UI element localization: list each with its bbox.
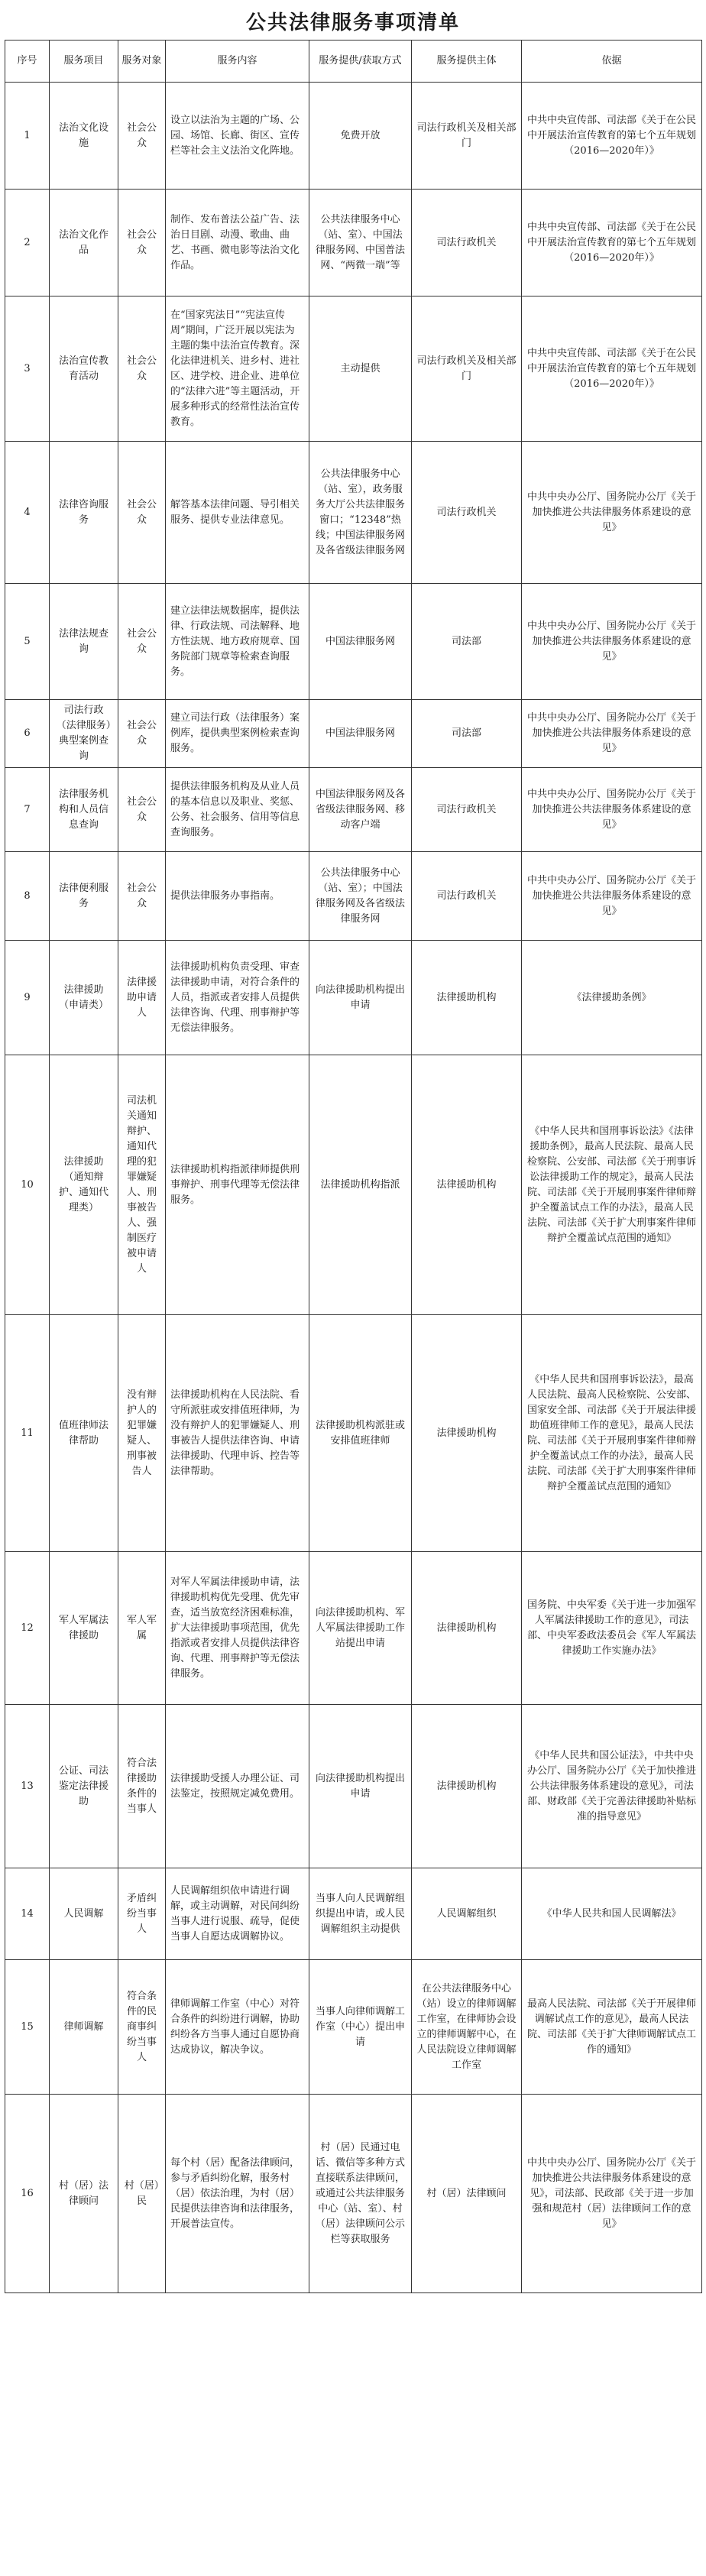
cell-item: 值班律师法律帮助 bbox=[50, 1315, 118, 1552]
table-row bbox=[5, 768, 702, 852]
cell-provider: 在公共法律服务中心（站）设立的律师调解工作室，在律师协会设立的律师调解中心，在人民法院设立律师调解工作室 bbox=[412, 1960, 522, 2095]
cell-content: 提供法律服务机构及从业人员的基本信息以及职业、奖惩、公务、社会服务、信用等信息查询服务。 bbox=[166, 768, 309, 852]
cell-target: 符合法律援助条件的当事人 bbox=[118, 1705, 166, 1868]
cell-provider: 司法行政机关及相关部门 bbox=[412, 83, 522, 190]
table-row bbox=[5, 941, 702, 1055]
cell-provider: 司法行政机关 bbox=[412, 442, 522, 584]
header-provider: 服务提供主体 bbox=[412, 41, 522, 83]
table-header-row bbox=[5, 41, 702, 83]
cell-method: 公共法律服务中心（站、室）、中国法律服务网、中国普法网、“两微一端”等 bbox=[309, 190, 412, 296]
table-row bbox=[5, 1868, 702, 1960]
cell-no: 2 bbox=[5, 190, 50, 296]
cell-basis: 《中华人民共和国人民调解法》 bbox=[522, 1868, 702, 1960]
cell-item: 律师调解 bbox=[50, 1960, 118, 2095]
cell-method: 主动提供 bbox=[309, 296, 412, 442]
cell-item: 法治宣传教育活动 bbox=[50, 296, 118, 442]
cell-basis: 国务院、中央军委《关于进一步加强军人军属法律援助工作的意见》，司法部、中央军委政法委员会《军人军属法律援助工作实施办法》 bbox=[522, 1552, 702, 1705]
cell-item: 司法行政（法律服务）典型案例查询 bbox=[50, 700, 118, 768]
cell-content: 对军人军属法律援助申请，法律援助机构优先受理、优先审查，适当放宽经济困难标准，扩大法律援助事项范围，优先指派或者安排人员提供法律咨询、代理、刑事辩护等无偿法律服务。 bbox=[166, 1552, 309, 1705]
cell-item: 法律便利服务 bbox=[50, 852, 118, 941]
cell-basis: 《法律援助条例》 bbox=[522, 941, 702, 1055]
cell-no: 5 bbox=[5, 584, 50, 700]
table-row bbox=[5, 190, 702, 296]
cell-item: 公证、司法鉴定法律援助 bbox=[50, 1705, 118, 1868]
cell-content: 法律援助机构负责受理、审查法律援助申请，对符合条件的人员，指派或者安排人员提供法律咨询、代理、刑事辩护等无偿法律服务。 bbox=[166, 941, 309, 1055]
cell-no: 10 bbox=[5, 1055, 50, 1315]
table-row bbox=[5, 1315, 702, 1552]
cell-content: 法律援助机构在人民法院、看守所派驻或安排值班律师，为没有辩护人的犯罪嫌疑人、刑事被告人提供法律咨询、申请法律援助、代理申诉、控告等法律帮助。 bbox=[166, 1315, 309, 1552]
table-row bbox=[5, 700, 702, 768]
cell-item: 法律服务机构和人员信息查询 bbox=[50, 768, 118, 852]
cell-target: 司法机关通知辩护、通知代理的犯罪嫌疑人、刑事被告人、强制医疗被申请人 bbox=[118, 1055, 166, 1315]
cell-no: 7 bbox=[5, 768, 50, 852]
cell-no: 8 bbox=[5, 852, 50, 941]
cell-content: 法律援助受援人办理公证、司法鉴定，按照规定减免费用。 bbox=[166, 1705, 309, 1868]
cell-provider: 司法行政机关及相关部门 bbox=[412, 296, 522, 442]
cell-no: 1 bbox=[5, 83, 50, 190]
cell-method: 村（居）民通过电话、微信等多种方式直接联系法律顾问，或通过公共法律服务中心（站、室）、村（居）法律顾问公示栏等获取服务 bbox=[309, 2095, 412, 2293]
cell-no: 4 bbox=[5, 442, 50, 584]
cell-no: 11 bbox=[5, 1315, 50, 1552]
cell-no: 14 bbox=[5, 1868, 50, 1960]
cell-content: 提供法律服务办事指南。 bbox=[166, 852, 309, 941]
cell-target: 社会公众 bbox=[118, 700, 166, 768]
cell-method: 中国法律服务网 bbox=[309, 700, 412, 768]
cell-method: 公共法律服务中心（站、室），政务服务大厅公共法律服务窗口；“12348”热线；中国法律服务网及各省级法律服务网 bbox=[309, 442, 412, 584]
cell-item: 法律援助（通知辩护、通知代理类） bbox=[50, 1055, 118, 1315]
cell-method: 向法律援助机构提出申请 bbox=[309, 941, 412, 1055]
cell-item: 法律法规查询 bbox=[50, 584, 118, 700]
cell-target: 符合条件的民商事纠纷当事人 bbox=[118, 1960, 166, 2095]
cell-item: 军人军属法律援助 bbox=[50, 1552, 118, 1705]
cell-target: 社会公众 bbox=[118, 83, 166, 190]
cell-method: 公共法律服务中心（站、室）；中国法律服务网及各省级法律服务网 bbox=[309, 852, 412, 941]
cell-basis: 《中华人民共和国刑事诉讼法》《法律援助条例》，最高人民法院、最高人民检察院、公安部、司法部《关于刑事诉讼法律援助工作的规定》，最高人民法院、司法部《关于开展刑事案件律师辩护全覆盖试点工作的办法》，最高人民法院、司法部《关于扩大刑事案件律师辩护全覆盖试点范围的通知》 bbox=[522, 1055, 702, 1315]
service-list-table bbox=[5, 40, 702, 2293]
cell-basis: 中共中央办公厅、国务院办公厅《关于加快推进公共法律服务体系建设的意见》 bbox=[522, 768, 702, 852]
cell-item: 法治文化作品 bbox=[50, 190, 118, 296]
cell-item: 法治文化设施 bbox=[50, 83, 118, 190]
cell-no: 9 bbox=[5, 941, 50, 1055]
cell-item: 法律援助（申请类） bbox=[50, 941, 118, 1055]
cell-target: 社会公众 bbox=[118, 584, 166, 700]
cell-basis: 中共中央办公厅、国务院办公厅《关于加快推进公共法律服务体系建设的意见》 bbox=[522, 700, 702, 768]
cell-content: 在“国家宪法日”“宪法宣传周”期间，广泛开展以宪法为主题的集中法治宣传教育。深化法律进机关、进乡村、进社区、进学校、进企业、进单位的“法律六进”等主题活动，开展多种形式的经常性法治宣传教育。 bbox=[166, 296, 309, 442]
table-row bbox=[5, 584, 702, 700]
cell-provider: 司法部 bbox=[412, 700, 522, 768]
cell-provider: 法律援助机构 bbox=[412, 1705, 522, 1868]
cell-basis: 中共中央办公厅、国务院办公厅《关于加快推进公共法律服务体系建设的意见》 bbox=[522, 852, 702, 941]
cell-no: 6 bbox=[5, 700, 50, 768]
cell-content: 法律援助机构指派律师提供刑事辩护、刑事代理等无偿法律服务。 bbox=[166, 1055, 309, 1315]
table-row bbox=[5, 1055, 702, 1315]
header-item: 服务项目 bbox=[50, 41, 118, 83]
cell-basis: 中共中央宣传部、司法部《关于在公民中开展法治宣传教育的第七个五年规划（2016—2020年）》 bbox=[522, 83, 702, 190]
cell-provider: 司法行政机关 bbox=[412, 190, 522, 296]
cell-no: 12 bbox=[5, 1552, 50, 1705]
header-method: 服务提供/获取方式 bbox=[309, 41, 412, 83]
cell-content: 建立司法行政（法律服务）案例库，提供典型案例检索查询服务。 bbox=[166, 700, 309, 768]
table-row bbox=[5, 1552, 702, 1705]
cell-provider: 司法行政机关 bbox=[412, 768, 522, 852]
cell-content: 每个村（居）配备法律顾问，参与矛盾纠纷化解，服务村（居）依法治理，为村（居）民提供法律咨询和法律服务，开展普法宣传。 bbox=[166, 2095, 309, 2293]
cell-target: 社会公众 bbox=[118, 852, 166, 941]
cell-item: 法律咨询服务 bbox=[50, 442, 118, 584]
cell-basis: 中共中央办公厅、国务院办公厅《关于加快推进公共法律服务体系建设的意见》，司法部、民政部《关于进一步加强和规范村（居）法律顾问工作的意见》 bbox=[522, 2095, 702, 2293]
cell-content: 人民调解组织依申请进行调解，或主动调解，对民间纠纷当事人进行说服、疏导，促使当事人自愿达成调解协议。 bbox=[166, 1868, 309, 1960]
cell-provider: 法律援助机构 bbox=[412, 1315, 522, 1552]
cell-no: 16 bbox=[5, 2095, 50, 2293]
cell-target: 法律援助申请人 bbox=[118, 941, 166, 1055]
cell-method: 当事人向律师调解工作室（中心）提出申请 bbox=[309, 1960, 412, 2095]
cell-method: 法律援助机构派驻或安排值班律师 bbox=[309, 1315, 412, 1552]
cell-target: 矛盾纠纷当事人 bbox=[118, 1868, 166, 1960]
header-content: 服务内容 bbox=[166, 41, 309, 83]
document-title: 公共法律服务事项清单 bbox=[245, 11, 460, 34]
cell-target: 社会公众 bbox=[118, 296, 166, 442]
cell-method: 向法律援助机构提出申请 bbox=[309, 1705, 412, 1868]
cell-no: 13 bbox=[5, 1705, 50, 1868]
table-row bbox=[5, 83, 702, 190]
table-row bbox=[5, 1960, 702, 2095]
cell-target: 社会公众 bbox=[118, 768, 166, 852]
cell-basis: 中共中央宣传部、司法部《关于在公民中开展法治宣传教育的第七个五年规划（2016—2020年）》 bbox=[522, 190, 702, 296]
cell-method: 中国法律服务网 bbox=[309, 584, 412, 700]
cell-item: 村（居）法律顾问 bbox=[50, 2095, 118, 2293]
cell-no: 15 bbox=[5, 1960, 50, 2095]
cell-content: 律师调解工作室（中心）对符合条件的纠纷进行调解，协助纠纷各方当事人通过自愿协商达成协议，解决争议。 bbox=[166, 1960, 309, 2095]
cell-provider: 法律援助机构 bbox=[412, 941, 522, 1055]
cell-content: 设立以法治为主题的广场、公园、场馆、长廊、街区、宣传栏等社会主义法治文化阵地。 bbox=[166, 83, 309, 190]
cell-provider: 司法行政机关 bbox=[412, 852, 522, 941]
cell-basis: 最高人民法院、司法部《关于开展律师调解试点工作的意见》，最高人民法院、司法部《关于扩大律师调解试点工作的通知》 bbox=[522, 1960, 702, 2095]
cell-target: 没有辩护人的犯罪嫌疑人、刑事被告人 bbox=[118, 1315, 166, 1552]
cell-item: 人民调解 bbox=[50, 1868, 118, 1960]
cell-target: 社会公众 bbox=[118, 442, 166, 584]
header-no: 序号 bbox=[5, 41, 50, 83]
cell-provider: 法律援助机构 bbox=[412, 1552, 522, 1705]
cell-content: 制作、发布普法公益广告、法治日目剧、动漫、歌曲、曲艺、书画、微电影等法治文化作品。 bbox=[166, 190, 309, 296]
cell-method: 向法律援助机构、军人军属法律援助工作站提出申请 bbox=[309, 1552, 412, 1705]
header-basis: 依据 bbox=[522, 41, 702, 83]
cell-basis: 《中华人民共和国刑事诉讼法》，最高人民法院、最高人民检察院、公安部、国家安全部、司法部《关于开展法律援助值班律师工作的意见》，最高人民法院、司法部《关于开展刑事案件律师辩护全覆盖试点工作的办法》，最高人民法院、司法部《关于扩大刑事案件律师辩护全覆盖试点范围的通知》 bbox=[522, 1315, 702, 1552]
cell-basis: 中共中央宣传部、司法部《关于在公民中开展法治宣传教育的第七个五年规划（2016—2020年）》 bbox=[522, 296, 702, 442]
cell-method: 中国法律服务网及各省级法律服务网、移动客户端 bbox=[309, 768, 412, 852]
cell-target: 军人军属 bbox=[118, 1552, 166, 1705]
cell-content: 建立法律法规数据库，提供法律、行政法规、司法解释、地方性法规、地方政府规章、国务院部门规章等检索查询服务。 bbox=[166, 584, 309, 700]
header-target: 服务对象 bbox=[118, 41, 166, 83]
cell-provider: 村（居）法律顾问 bbox=[412, 2095, 522, 2293]
cell-basis: 中共中央办公厅、国务院办公厅《关于加快推进公共法律服务体系建设的意见》 bbox=[522, 584, 702, 700]
cell-basis: 《中华人民共和国公证法》，中共中央办公厅、国务院办公厅《关于加快推进公共法律服务体系建设的意见》，司法部、财政部《关于完善法律援助补贴标准的指导意见》 bbox=[522, 1705, 702, 1868]
cell-content: 解答基本法律问题、导引相关服务、提供专业法律意见。 bbox=[166, 442, 309, 584]
table-row bbox=[5, 852, 702, 941]
cell-provider: 司法部 bbox=[412, 584, 522, 700]
table-row bbox=[5, 442, 702, 584]
cell-no: 3 bbox=[5, 296, 50, 442]
table-row bbox=[5, 1705, 702, 1868]
cell-method: 法律援助机构指派 bbox=[309, 1055, 412, 1315]
cell-provider: 人民调解组织 bbox=[412, 1868, 522, 1960]
table-row bbox=[5, 296, 702, 442]
cell-basis: 中共中央办公厅、国务院办公厅《关于加快推进公共法律服务体系建设的意见》 bbox=[522, 442, 702, 584]
cell-target: 社会公众 bbox=[118, 190, 166, 296]
cell-method: 当事人向人民调解组织提出申请，或人民调解组织主动提供 bbox=[309, 1868, 412, 1960]
cell-method: 免费开放 bbox=[309, 83, 412, 190]
cell-target: 村（居）民 bbox=[118, 2095, 166, 2293]
table-row bbox=[5, 2095, 702, 2293]
cell-provider: 法律援助机构 bbox=[412, 1055, 522, 1315]
